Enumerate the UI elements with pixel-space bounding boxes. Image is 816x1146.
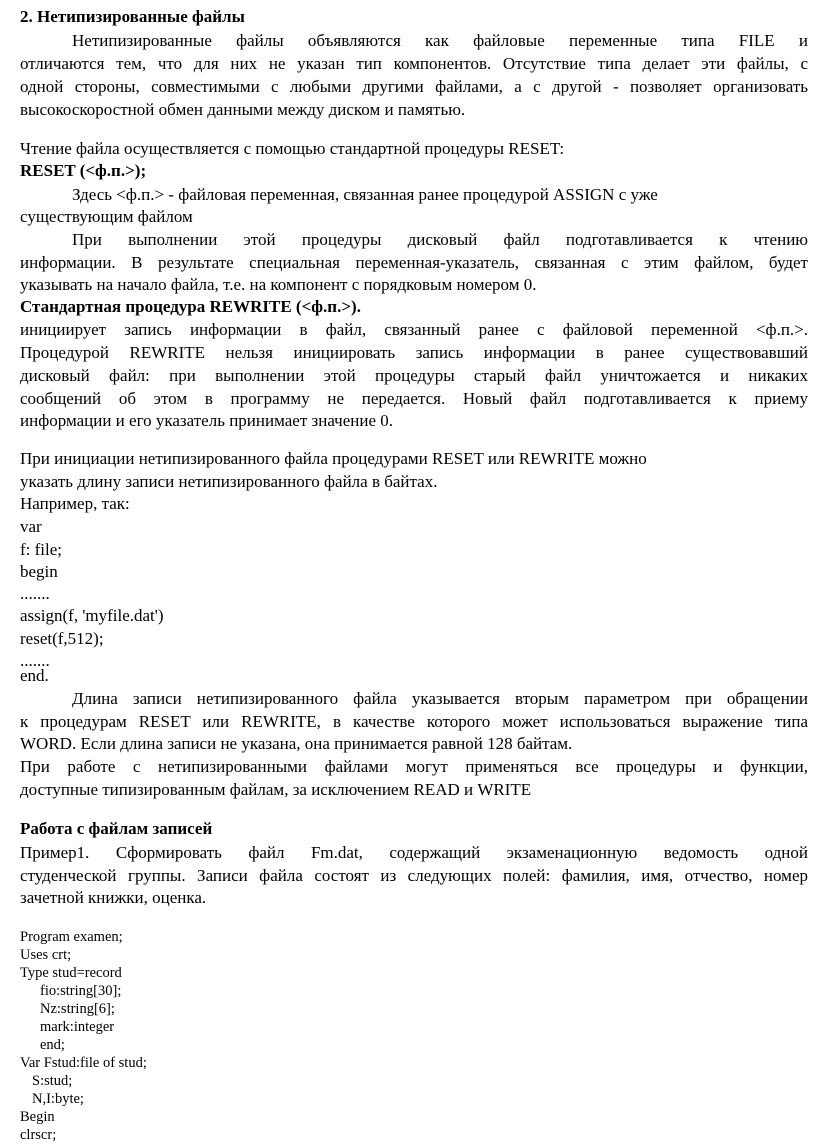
code-line: Uses crt; [20, 947, 72, 963]
paragraph-line: к процедурам RESET или REWRITE, в качестве которого может использоваться выражение типа [20, 712, 808, 731]
code-line: Var Fstud:file of stud; [20, 1055, 147, 1071]
subheading: Стандартная процедура REWRITE (<ф.п.>). [20, 297, 361, 316]
paragraph-line: Здесь <ф.п.> - файловая переменная, связанная ранее процедурой ASSIGN с уже [72, 185, 658, 204]
code-line: f: file; [20, 540, 63, 559]
syntax-line: RESET (<ф.п.>); [20, 161, 147, 180]
paragraph-line: одной стороны, совместимыми с любыми другими файлами, а с другой - позволяет организовать [20, 77, 808, 96]
paragraph-line: Нетипизированные файлы объявляются как файловые переменные типа FILE и [72, 31, 808, 50]
code-line: var [20, 517, 42, 536]
code-line: Program examen; [20, 929, 123, 945]
code-line: assign(f, 'myfile.dat') [20, 606, 164, 625]
paragraph-line: При работе с нетипизированными файлами могут применяться все процедуры и функции, [20, 757, 808, 776]
code-line: Begin [20, 1109, 55, 1125]
code-line: mark:integer [40, 1019, 115, 1035]
paragraph-line: отличаются тем, что для них не указан тип компонентов. Отсутствие типа делает эти файлы, с [20, 54, 808, 73]
code-line: N,I:byte; [32, 1091, 84, 1107]
paragraph-line: зачетной книжки, оценка. [20, 888, 207, 907]
code-line: reset(f,512); [20, 629, 104, 648]
paragraph-line: Чтение файла осуществляется с помощью стандартной процедуры RESET: [20, 139, 565, 158]
paragraph-line: указать длину записи нетипизированного файла в байтах. [20, 472, 438, 491]
paragraph-line: инициирует запись информации в файл, связанный ранее с файловой переменной <ф.п.>. [20, 320, 808, 339]
code-line: ....... [20, 651, 50, 670]
code-line: Type stud=record [20, 965, 122, 981]
code-line: S:stud; [32, 1073, 73, 1089]
code-line: ....... [20, 584, 50, 603]
paragraph-line: существующим файлом [20, 207, 193, 226]
paragraph-line: Пример1. Сформировать файл Fm.dat, содержащий экзаменационную ведомость одной [20, 843, 808, 862]
code-line: end. [20, 666, 49, 685]
subheading: Работа с файлам записей [20, 819, 213, 838]
paragraph-line: Процедурой REWRITE нельзя инициировать запись информации в ранее существовавший [20, 343, 808, 362]
paragraph-line: высокоскоростной обмен данными между диском и памятью. [20, 100, 466, 119]
paragraph-line: студенческой группы. Записи файла состоят из следующих полей: фамилия, имя, отчество, номер [20, 866, 808, 885]
paragraph-line: указывать на начало файла, т.е. на компонент с порядковым номером 0. [20, 275, 537, 294]
paragraph-line: сообщений об этом в программу не передается. Новый файл подготавливается к приему [20, 389, 808, 408]
paragraph-line: Длина записи нетипизированного файла указывается вторым параметром при обращении [72, 689, 808, 708]
section-heading: 2. Нетипизированные файлы [20, 7, 245, 26]
paragraph-line: WORD. Если длина записи не указана, она принимается равной 128 байтам. [20, 734, 573, 753]
paragraph-line: доступные типизированным файлам, за исключением READ и WRITE [20, 780, 532, 799]
paragraph-line: Например, так: [20, 494, 130, 513]
paragraph-line: информации и его указатель принимает значение 0. [20, 411, 394, 430]
code-line: Nz:string[6]; [40, 1001, 115, 1017]
paragraph-line: информации. В результате специальная переменная-указатель, связанная с этим файлом, будет [20, 253, 808, 272]
paragraph-line: При инициации нетипизированного файла процедурами RESET или REWRITE можно [20, 449, 647, 468]
code-line: fio:string[30]; [40, 983, 122, 999]
code-line: end; [40, 1037, 65, 1053]
code-line: clrscr; [20, 1127, 57, 1143]
paragraph-line: дисковый файл: при выполнении этой процедуры старый файл уничтожается и никаких [20, 366, 808, 385]
paragraph-line: При выполнении этой процедуры дисковый файл подготавливается к чтению [72, 230, 808, 249]
code-line: begin [20, 562, 58, 581]
